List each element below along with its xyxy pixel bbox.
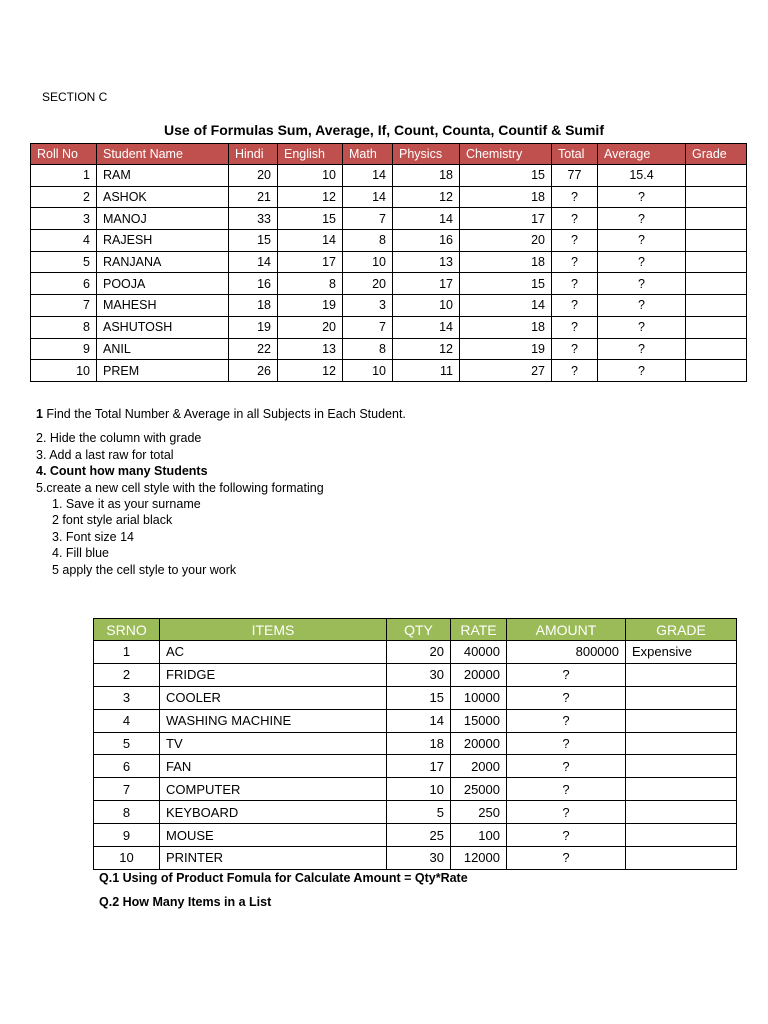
table-cell[interactable] [686, 360, 747, 382]
student-marks-table [30, 143, 747, 382]
table-cell[interactable]: 7 [94, 778, 160, 801]
table-cell[interactable]: 14 [343, 165, 393, 187]
table-cell[interactable]: 6 [31, 273, 97, 295]
table-cell[interactable] [686, 186, 747, 208]
table1-header-cell: Total [552, 144, 598, 165]
question-1: Q.1 Using of Product Fomula for Calculate Amount = Qty*Rate [99, 871, 468, 885]
table-cell[interactable]: 12 [393, 338, 460, 360]
table-cell[interactable]: 19 [229, 316, 278, 338]
table-cell[interactable]: 25 [387, 824, 451, 847]
table-cell[interactable]: 18 [393, 165, 460, 187]
table-row [31, 316, 747, 338]
table-cell[interactable]: 12000 [451, 847, 507, 870]
table-cell[interactable]: 15 [278, 208, 343, 230]
table2-header-cell: SRNO [94, 619, 160, 641]
table-cell[interactable]: ? [552, 316, 598, 338]
table1-header-cell: Chemistry [460, 144, 552, 165]
task-list [36, 406, 406, 578]
table-cell[interactable]: 17 [393, 273, 460, 295]
subtask: 4. Fill blue [52, 546, 109, 561]
table-cell[interactable]: 4 [31, 230, 97, 252]
table-cell[interactable]: 12 [278, 186, 343, 208]
table2-header-cell: QTY [387, 619, 451, 641]
table-cell[interactable]: 77 [552, 165, 598, 187]
table-cell[interactable]: 15 [460, 273, 552, 295]
task-5-subitems [36, 496, 406, 578]
table-cell[interactable]: ? [598, 273, 686, 295]
table-cell[interactable]: 20 [229, 165, 278, 187]
table-cell[interactable]: ? [507, 801, 626, 824]
table-cell[interactable]: COMPUTER [160, 778, 387, 801]
table-cell[interactable]: ? [507, 847, 626, 870]
table-cell[interactable]: 18 [460, 316, 552, 338]
table-cell[interactable] [626, 801, 737, 824]
table-cell[interactable]: MOUSE [160, 824, 387, 847]
table-cell[interactable]: ? [598, 208, 686, 230]
table-cell[interactable]: 10 [278, 165, 343, 187]
table-cell[interactable]: 250 [451, 801, 507, 824]
table-cell[interactable]: 4 [94, 709, 160, 732]
table-cell[interactable]: ? [552, 295, 598, 317]
table-cell[interactable]: 14 [393, 316, 460, 338]
table-row [31, 208, 747, 230]
table-row [94, 801, 737, 824]
table-cell[interactable]: ? [598, 230, 686, 252]
table2-header-cell: RATE [451, 619, 507, 641]
table-cell[interactable]: ? [507, 709, 626, 732]
table-cell[interactable]: 7 [343, 316, 393, 338]
table-cell[interactable]: ? [507, 824, 626, 847]
table-cell[interactable] [686, 208, 747, 230]
table-cell[interactable]: 9 [94, 824, 160, 847]
table-cell[interactable]: MAHESH [97, 295, 229, 317]
table1-header-row [31, 144, 747, 165]
table-cell[interactable]: ? [507, 778, 626, 801]
table-cell[interactable]: 10 [343, 251, 393, 273]
table-cell[interactable]: ASHOK [97, 186, 229, 208]
table1-header-cell: Student Name [97, 144, 229, 165]
table-cell[interactable]: FAN [160, 755, 387, 778]
table-cell[interactable]: KEYBOARD [160, 801, 387, 824]
table-cell[interactable]: 10 [393, 295, 460, 317]
table-cell[interactable] [626, 686, 737, 709]
table-cell[interactable]: 20000 [451, 663, 507, 686]
table-cell[interactable]: 19 [278, 295, 343, 317]
table-cell[interactable]: 8 [278, 273, 343, 295]
table-cell[interactable]: 1 [31, 165, 97, 187]
table-cell[interactable]: 15000 [451, 709, 507, 732]
table-cell[interactable]: 10 [94, 847, 160, 870]
table-cell[interactable]: 15 [460, 165, 552, 187]
table1-header-cell: English [278, 144, 343, 165]
table-row [31, 338, 747, 360]
table-cell[interactable]: 2000 [451, 755, 507, 778]
table1-header-cell: Roll No [31, 144, 97, 165]
table-cell[interactable]: 7 [31, 295, 97, 317]
table-cell[interactable]: ? [507, 686, 626, 709]
table-cell[interactable]: ? [598, 295, 686, 317]
table-cell[interactable]: 100 [451, 824, 507, 847]
table-cell[interactable]: ? [598, 338, 686, 360]
table-cell[interactable]: ? [598, 360, 686, 382]
table-cell[interactable]: RAJESH [97, 230, 229, 252]
table-cell[interactable]: MANOJ [97, 208, 229, 230]
table-cell[interactable]: 3 [94, 686, 160, 709]
table-cell[interactable]: 10 [343, 360, 393, 382]
table-cell[interactable]: 10000 [451, 686, 507, 709]
table-cell[interactable]: ? [552, 251, 598, 273]
table-cell[interactable] [686, 230, 747, 252]
table-cell[interactable]: 21 [229, 186, 278, 208]
table-cell[interactable] [626, 755, 737, 778]
table-cell[interactable]: 15 [229, 230, 278, 252]
task-1-number: 1 [36, 407, 43, 421]
table1-header-cell: Average [598, 144, 686, 165]
table-cell[interactable]: ? [598, 316, 686, 338]
table-cell[interactable]: 30 [387, 847, 451, 870]
table-cell[interactable]: 8 [31, 316, 97, 338]
table-cell[interactable]: 20 [278, 316, 343, 338]
table-cell[interactable]: 7 [343, 208, 393, 230]
table-cell[interactable]: ? [507, 663, 626, 686]
table-cell[interactable]: ? [552, 273, 598, 295]
table2-header-cell: ITEMS [160, 619, 387, 641]
table-row [94, 686, 737, 709]
table-cell[interactable]: 6 [94, 755, 160, 778]
task-3: 3. Add a last raw for total [36, 447, 174, 462]
table-cell[interactable]: 17 [278, 251, 343, 273]
table-cell[interactable]: 9 [31, 338, 97, 360]
table-cell[interactable] [626, 847, 737, 870]
table-row [94, 732, 737, 755]
table-cell[interactable]: 13 [278, 338, 343, 360]
table-cell[interactable]: ASHUTOSH [97, 316, 229, 338]
table-row [31, 251, 747, 273]
table-row [31, 273, 747, 295]
table-cell[interactable]: 17 [387, 755, 451, 778]
table1-header-cell: Physics [393, 144, 460, 165]
table-cell[interactable] [626, 663, 737, 686]
table-cell[interactable]: 20 [460, 230, 552, 252]
table-cell[interactable]: ? [552, 338, 598, 360]
table-cell[interactable]: ? [552, 186, 598, 208]
table-cell[interactable]: 13 [393, 251, 460, 273]
table-cell[interactable]: 14 [387, 709, 451, 732]
task-1 [36, 406, 406, 422]
table-cell[interactable]: 14 [393, 208, 460, 230]
table-cell[interactable]: ? [552, 208, 598, 230]
table-cell[interactable]: 2 [31, 186, 97, 208]
table-cell[interactable]: 800000 [507, 641, 626, 664]
table-cell[interactable] [686, 316, 747, 338]
table-row [94, 709, 737, 732]
table-row [31, 230, 747, 252]
table-cell[interactable]: POOJA [97, 273, 229, 295]
task-5: 5.create a new cell style with the following formating [36, 480, 324, 495]
table-cell[interactable]: 14 [460, 295, 552, 317]
table-cell[interactable]: ? [507, 755, 626, 778]
table-cell[interactable]: RAM [97, 165, 229, 187]
table-cell[interactable] [626, 732, 737, 755]
task-1-text: Find the Total Number & Average in all Subjects in Each Student. [42, 407, 406, 421]
table-cell[interactable]: 25000 [451, 778, 507, 801]
table-cell[interactable]: 20 [387, 641, 451, 664]
table-cell[interactable]: 40000 [451, 641, 507, 664]
table-cell[interactable]: 26 [229, 360, 278, 382]
table-cell[interactable]: ? [598, 251, 686, 273]
table2-header-row [94, 619, 737, 641]
table-cell[interactable]: ANIL [97, 338, 229, 360]
table-cell[interactable]: 1 [94, 641, 160, 664]
table-row [31, 295, 747, 317]
table-cell[interactable]: ? [552, 230, 598, 252]
table-cell[interactable]: 8 [94, 801, 160, 824]
table-row [94, 755, 737, 778]
table-cell[interactable]: AC [160, 641, 387, 664]
table-cell[interactable]: FRIDGE [160, 663, 387, 686]
table-cell[interactable]: PRINTER [160, 847, 387, 870]
table-row [94, 641, 737, 664]
table-cell[interactable]: 30 [387, 663, 451, 686]
table-cell[interactable]: 12 [393, 186, 460, 208]
table1-header-cell: Grade [686, 144, 747, 165]
table-cell[interactable]: 15.4 [598, 165, 686, 187]
table-cell[interactable]: ? [552, 360, 598, 382]
table-cell[interactable]: 18 [460, 186, 552, 208]
table-row [31, 360, 747, 382]
table-cell[interactable]: 18 [387, 732, 451, 755]
table1-title: Use of Formulas Sum, Average, If, Count, Counta, Countif & Sumif [164, 122, 604, 138]
table-cell[interactable]: 10 [387, 778, 451, 801]
table-cell[interactable]: Expensive [626, 641, 737, 664]
table-cell[interactable]: 3 [343, 295, 393, 317]
table-cell[interactable] [686, 251, 747, 273]
table-cell[interactable]: 27 [460, 360, 552, 382]
table-cell[interactable]: 8 [343, 338, 393, 360]
table-cell[interactable]: COOLER [160, 686, 387, 709]
table-cell[interactable] [686, 165, 747, 187]
table2-header-cell: GRADE [626, 619, 737, 641]
table-cell[interactable]: 12 [278, 360, 343, 382]
table-row [94, 824, 737, 847]
table-cell[interactable]: 18 [229, 295, 278, 317]
table-cell[interactable]: 19 [460, 338, 552, 360]
table-cell[interactable]: 20 [343, 273, 393, 295]
table-cell[interactable]: 17 [460, 208, 552, 230]
table-cell[interactable] [686, 295, 747, 317]
subtask: 5 apply the cell style to your work [52, 562, 237, 577]
table-cell[interactable] [626, 824, 737, 847]
table-cell[interactable]: 5 [387, 801, 451, 824]
table-row [94, 847, 737, 870]
table-cell[interactable]: 5 [31, 251, 97, 273]
table2-header-cell: AMOUNT [507, 619, 626, 641]
subtask: 2 font style arial black [52, 513, 173, 528]
section-label: SECTION C [42, 90, 108, 104]
question-2: Q.2 How Many Items in a List [99, 895, 272, 909]
table1-header-cell: Math [343, 144, 393, 165]
table-row [94, 778, 737, 801]
table-cell[interactable]: 11 [393, 360, 460, 382]
table-cell[interactable]: ? [598, 186, 686, 208]
table-cell[interactable]: TV [160, 732, 387, 755]
table-row [31, 186, 747, 208]
table-cell[interactable]: 15 [387, 686, 451, 709]
table-cell[interactable]: 14 [229, 251, 278, 273]
table-cell[interactable]: ? [507, 732, 626, 755]
table-row [31, 165, 747, 187]
task-2: 2. Hide the column with grade [36, 431, 202, 446]
table-cell[interactable]: 33 [229, 208, 278, 230]
subtask: 3. Font size 14 [52, 529, 134, 544]
table-cell[interactable] [686, 338, 747, 360]
table-cell[interactable]: 2 [94, 663, 160, 686]
table-cell[interactable]: 22 [229, 338, 278, 360]
table-cell[interactable] [686, 273, 747, 295]
table-cell[interactable]: 14 [343, 186, 393, 208]
table-cell[interactable] [626, 709, 737, 732]
table1-header-cell: Hindi [229, 144, 278, 165]
table-cell[interactable]: 3 [31, 208, 97, 230]
table-cell[interactable]: 5 [94, 732, 160, 755]
table-cell[interactable]: 18 [460, 251, 552, 273]
table-cell[interactable]: 10 [31, 360, 97, 382]
table-cell[interactable]: 8 [343, 230, 393, 252]
table-cell[interactable]: WASHING MACHINE [160, 709, 387, 732]
table-cell[interactable]: PREM [97, 360, 229, 382]
task-4: 4. Count how many Students [36, 464, 208, 479]
table-row [94, 663, 737, 686]
table-cell[interactable] [626, 778, 737, 801]
table-cell[interactable]: 16 [393, 230, 460, 252]
subtask: 1. Save it as your surname [52, 497, 201, 512]
items-table [93, 618, 737, 870]
table-cell[interactable]: 14 [278, 230, 343, 252]
table-cell[interactable]: 20000 [451, 732, 507, 755]
table-cell[interactable]: 16 [229, 273, 278, 295]
table-cell[interactable]: RANJANA [97, 251, 229, 273]
